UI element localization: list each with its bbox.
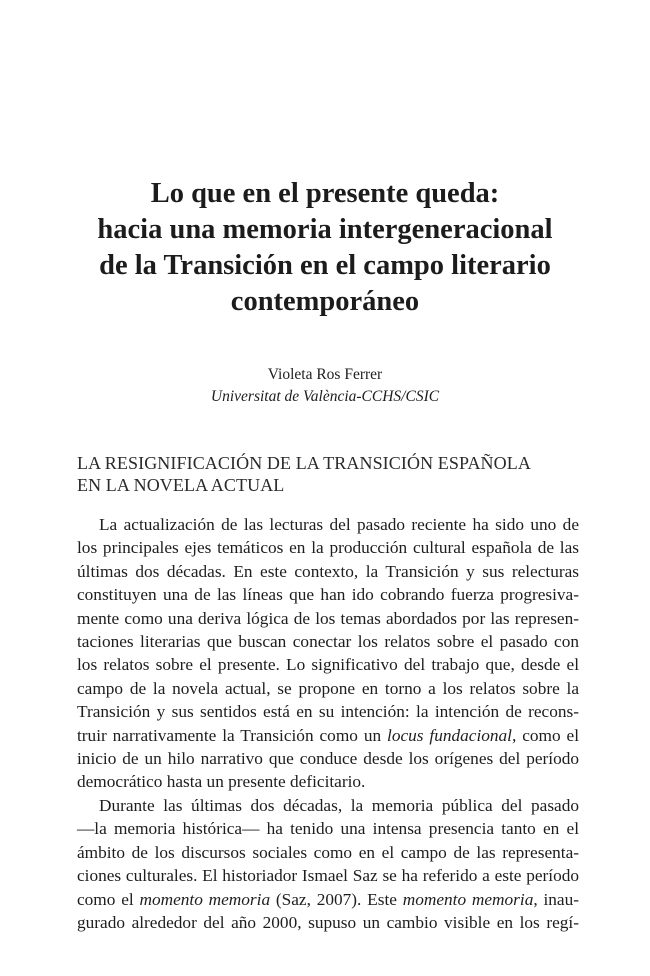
italic-term: momento memoria: [139, 889, 271, 909]
author-name: Violeta Ros Ferrer: [267, 366, 383, 383]
body-line: gurado alrededor del año 2000, supuso un cambio visible en los regí-: [77, 912, 579, 932]
text-run: , inau-: [533, 889, 579, 909]
body-line: últimas dos décadas. En este contexto, la Transición y sus relecturas: [77, 561, 579, 581]
body-line: —la memoria histórica— ha tenido una intensa presencia tanto en el: [77, 819, 579, 839]
section-heading-line: LA RESIGNIFICACIÓN DE LA TRANSICIÓN ESPAÑOLA: [77, 453, 531, 473]
body-line: ciones culturales. El historiador Ismael Saz se ha referido a este período: [77, 866, 579, 886]
body-line: [77, 888, 579, 911]
body-line: inicio de un hilo narrativo que conduce desde los orígenes del período: [77, 749, 579, 769]
italic-term: momento memoria: [402, 889, 534, 909]
body-line: taciones literarias que buscan conectar los relatos sobre el pasado con: [77, 632, 579, 652]
body-line: Durante las últimas dos décadas, la memoria pública del pasado: [99, 795, 579, 815]
body-line: los principales ejes temáticos en la producción cultural española de las: [77, 538, 579, 558]
body-line: campo de la novela actual, se propone en torno a los relatos sobre la: [77, 678, 579, 698]
body-line: La actualización de las lecturas del pasado reciente ha sido uno de: [99, 515, 579, 534]
section-heading-line: EN LA NOVELA ACTUAL: [77, 475, 285, 495]
body-line: Transición y sus sentidos está en su intención: la intención de recons-: [77, 702, 579, 722]
body-line: [77, 724, 579, 747]
body-line: democrático hasta un presente deficitario.: [77, 772, 366, 792]
section-heading: [77, 452, 577, 496]
body-line: constituyen una de las líneas que han ido cobrando fuerza progresiva-: [77, 585, 579, 605]
title-line: Lo que en el presente queda:: [150, 178, 500, 209]
text-run: truir narrativamente la Transición como un: [77, 725, 388, 745]
body-text: [77, 513, 579, 934]
title-line: contemporáneo: [230, 286, 420, 317]
body-line: mente como una deriva lógica de los temas abordados por las represen-: [77, 608, 579, 628]
title-line: de la Transición en el campo literario: [99, 250, 551, 281]
body-line: ámbito de los discursos sociales como en el campo de las representa-: [77, 842, 579, 862]
body-line: los relatos sobre el presente. Lo significativo del trabajo que, desde el: [77, 655, 579, 675]
author-block: [60, 364, 590, 408]
title-line: hacia una memoria intergeneracional: [97, 214, 553, 245]
text-run: , como el: [511, 725, 580, 745]
italic-term: locus fundacional: [387, 725, 512, 745]
text-run: como el: [77, 889, 140, 909]
author-affiliation: Universitat de València-CCHS/CSIC: [210, 388, 440, 405]
text-run: (Saz, 2007). Este: [270, 889, 403, 909]
chapter-title: [60, 176, 590, 320]
